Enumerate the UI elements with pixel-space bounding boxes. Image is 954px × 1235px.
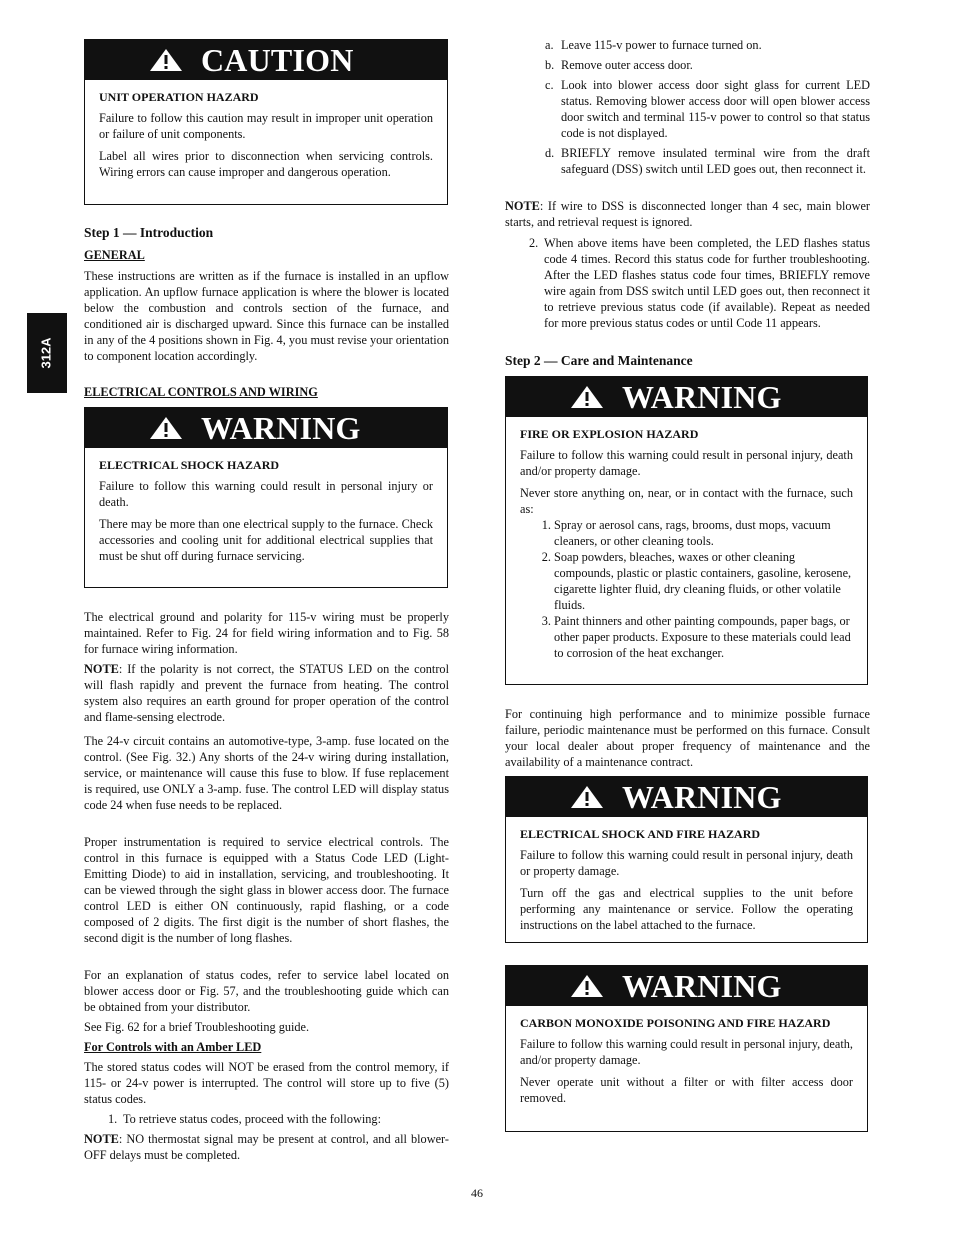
warning-triangle-icon <box>149 416 183 440</box>
caution-box <box>84 39 448 205</box>
general-heading: GENERAL <box>84 248 145 262</box>
see-fig-paragraph: See Fig. 62 for a brief Troubleshooting guide. <box>84 1020 310 1034</box>
list-item: 3. Paint thinners and other painting compounds, paper bags, or other paper products. Exposure to these materials could lead to corrosion of the heat exchanger. <box>554 613 853 661</box>
list-item <box>505 145 870 177</box>
caution-title: UNIT OPERATION HAZARD <box>99 90 259 104</box>
warning-label: WARNING <box>622 968 782 1004</box>
list-item <box>505 235 870 331</box>
warning-label: WARNING <box>622 779 782 815</box>
step2-heading: Step 2 — Care and Maintenance <box>505 353 693 368</box>
list-item <box>505 57 870 73</box>
alpha-list <box>505 37 870 177</box>
note-label: NOTE <box>84 1132 119 1146</box>
note-polarity-text: : If the polarity is not correct, the STATUS LED on the control will flash rapidly and prevent the furnace from heating. The control system also requires an earth ground for proper operation of the control and flame-sensing electrode. <box>84 662 449 724</box>
warning-box-fire-explosion <box>505 376 868 685</box>
left-column <box>84 0 449 1162</box>
warning-label: WARNING <box>201 410 361 446</box>
hazard-list <box>520 517 853 661</box>
instrumentation-paragraph: Proper instrumentation is required to service electrical controls. The control in this furnace is equipped with a Status Code LED (Light-Emitting Diode) to aid in installation, servicing, and troubleshooting. It can be viewed through the sight glass in blower access door. The furnace control LED is either ON continuously, rapid flashing, or a code composed of 2 digits. The first digit is the number of short flashes, the second digit is the number of long flashes. <box>84 835 449 945</box>
warning-box-shock-fire <box>505 776 868 943</box>
warning-text-2: Never store anything on, near, or in contact with the furnace, such as: <box>520 486 853 516</box>
list-item-text: Look into blower access door sight glass for current LED status. Removing blower access door will open blower access door switch and terminal 115-v power to control so that status code is not displayed. <box>561 78 870 140</box>
list-item <box>505 37 870 53</box>
list-item <box>84 1111 449 1127</box>
note-thermostat <box>84 1131 449 1163</box>
list-marker: a. <box>545 38 554 52</box>
ground-paragraph: The electrical ground and polarity for 115-v wiring must be properly maintained. Refer to Fig. 24 for field wiring information and to Fig. 58 for furnace wiring information. <box>84 610 449 656</box>
warning-title: CARBON MONOXIDE POISONING AND FIRE HAZARD <box>520 1016 831 1030</box>
list-marker: b. <box>545 58 555 72</box>
warning-header <box>506 377 867 417</box>
warning-text-2: There may be more than one electrical supply to the furnace. Check accessories and cooling unit for additional electrical supplies that must be shut off during furnace servicing. <box>99 517 433 563</box>
warning-triangle-icon <box>570 385 604 409</box>
step1-heading: Step 1 — Introduction <box>84 225 214 240</box>
list-marker: 1. <box>108 1112 118 1126</box>
warning-label: WARNING <box>622 379 782 415</box>
note-label: NOTE <box>505 199 540 213</box>
warning-triangle-icon <box>570 785 604 809</box>
fuse-paragraph: The 24-v circuit contains an automotive-type, 3-amp. fuse located on the control. (See Fig. 32.) Any shorts of the 24-v wiring during installation, service, or maintenance will cause this fuse to blow. If fuse replacement is required, use ONLY a 3-amp. fuse. The control LED will display status code 24 when fuse needs to be replaced. <box>84 734 449 812</box>
note-thermostat-text: : NO thermostat signal may be present at control, and all blower-OFF delays must be completed. <box>84 1132 449 1162</box>
electrical-heading: ELECTRICAL CONTROLS AND WIRING <box>84 385 318 399</box>
list-marker: c. <box>545 78 554 92</box>
list-item-text: BRIEFLY remove insulated terminal wire from the draft safeguard (DSS) switch until LED goes out, then reconnect it. <box>561 146 870 176</box>
warning-triangle-icon <box>570 974 604 998</box>
warning-text-2: Never operate unit without a filter or with filter access door removed. <box>520 1075 853 1105</box>
maintenance-paragraph: For continuing high performance and to minimize possible furnace failure, periodic maintenance must be performed on this furnace. Consult your local dealer about proper frequency of maintenance and the availability of a maintenance contract. <box>505 707 870 769</box>
warning-text-1: Failure to follow this warning could result in personal injury, death, and/or property damage. <box>520 1037 853 1067</box>
note-dss-text: : If wire to DSS is disconnected longer than 4 sec, main blower starts, and retrieval request is ignored. <box>505 199 870 229</box>
right-column <box>505 0 870 1105</box>
amber-led-heading: For Controls with an Amber LED <box>84 1040 262 1054</box>
warning-text-1: Failure to follow this warning could result in personal injury, death or property damage. <box>520 848 853 878</box>
stored-codes-paragraph: The stored status codes will NOT be erased from the control memory, if 115- or 24-v power is interrupted. The control will store up to five (5) status codes. <box>84 1060 449 1106</box>
warning-title: ELECTRICAL SHOCK AND FIRE HAZARD <box>520 827 761 841</box>
caution-label: CAUTION <box>201 42 354 78</box>
note-label: NOTE <box>84 662 119 676</box>
list-item <box>505 77 870 141</box>
explanation-paragraph: For an explanation of status codes, refer to service label located on blower access door or Fig. 57, and the troubleshooting guide which can be obtained from your distributor. <box>84 968 449 1014</box>
warning-box-electrical <box>84 407 448 588</box>
list-marker: 2. <box>529 236 539 250</box>
warning-title: ELECTRICAL SHOCK HAZARD <box>99 458 280 472</box>
list-item-text: Leave 115-v power to furnace turned on. <box>561 38 762 52</box>
warning-box-carbon-monoxide <box>505 965 868 1132</box>
side-tab <box>27 313 67 393</box>
warning-header <box>506 966 867 1006</box>
list-marker: d. <box>545 146 555 160</box>
warning-text-1: Failure to follow this warning could result in personal injury or death. <box>99 479 433 509</box>
page-number: 46 <box>471 1186 483 1200</box>
list-item-text: When above items have been completed, the LED flashes status code 4 times. Record this status code for further troubleshooting. After the LED flashes status code four times, BRIEFLY remove wire again from DSS switch until LED goes out, then reconnect it to retrieve previous status code (if available). Repeat as needed for more previous status codes or until Code 11 appears. <box>544 236 870 330</box>
warning-triangle-icon <box>149 48 183 72</box>
caution-text-1: Failure to follow this caution may result in improper unit operation or failure of unit components. <box>99 111 433 141</box>
warning-title: FIRE OR EXPLOSION HAZARD <box>520 427 699 441</box>
warning-header <box>506 777 867 817</box>
warning-text-1: Failure to follow this warning could result in personal injury, death and/or property damage. <box>520 448 853 478</box>
note-dss <box>505 198 870 230</box>
note-polarity <box>84 661 449 725</box>
list-item: 1. Spray or aerosol cans, rags, brooms, dust mops, vacuum cleaners, or other cleaning tools. <box>554 517 853 549</box>
caution-text-2: Label all wires prior to disconnection when servicing controls. Wiring errors can cause improper and dangerous operation. <box>99 149 433 179</box>
general-text: These instructions are written as if the furnace is installed in an upflow application. An upflow furnace application is where the blower is located below the combustion and controls section of the furnace, and conditioned air is discharged upward. Since this furnace can be installed in any of the 4 positions shown in Fig. 4, you must revise your orientation to component location accordingly. <box>84 269 449 363</box>
caution-header <box>85 40 447 80</box>
warning-header <box>85 408 447 448</box>
list-item: 2. Soap powders, bleaches, waxes or other cleaning compounds, plastic or plastic containers, gasoline, kerosene, cigarette lighter fluid, dry cleaning fluids, or other volatile fluids. <box>554 549 853 613</box>
warning-text-2: Turn off the gas and electrical supplies to the unit before performing any maintenance or service. Follow the operating instructions on the label attached to the furnace. <box>520 886 853 932</box>
side-tab-label: 312A <box>38 337 54 369</box>
list-item-text: To retrieve status codes, proceed with the following: <box>123 1112 381 1126</box>
list-item-text: Remove outer access door. <box>561 58 693 72</box>
